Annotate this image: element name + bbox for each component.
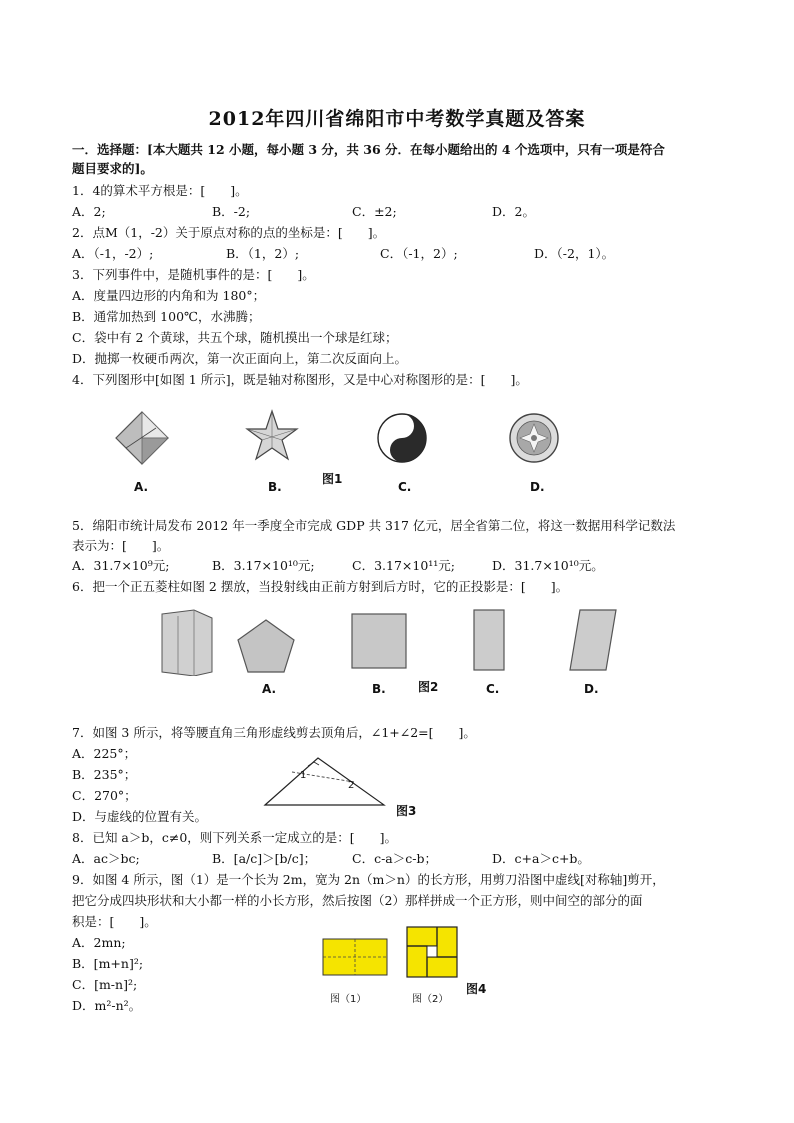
figure-2-option-b-square xyxy=(350,612,410,672)
q7-option-c: C．270°； xyxy=(72,788,137,803)
q3-option-b: B．通常加热到 100℃，水沸腾； xyxy=(72,309,261,324)
figure-2-caption: 图2 xyxy=(418,680,439,694)
section-header-cont: 题目要求的]。 xyxy=(72,161,153,176)
q7-option-a: A．225°； xyxy=(72,746,137,761)
q7-option-d: D．与虚线的位置有关。 xyxy=(72,809,208,824)
q4-stem: 4．下列图形中[如图 1 所示]，既是轴对称图形，又是中心对称图形的是：[ ]。 xyxy=(72,372,528,387)
q9-option-b: B．[m+n]²; xyxy=(72,956,144,971)
figure-3-angle-2-label: 2 xyxy=(348,780,355,791)
q5-option-d: D．31.7×10¹⁰元。 xyxy=(492,558,604,573)
figure-3-caption: 图3 xyxy=(396,804,417,818)
q9-stem-cont-2: 积是：[ ]。 xyxy=(72,914,157,929)
figure-1-caption: 图1 xyxy=(322,472,343,486)
figure-1-option-c-yinyang xyxy=(376,412,428,464)
figure-3-angle-1-label: 1 xyxy=(300,770,307,781)
q9-stem-cont-1: 把它分成四块形状和大小都一样的小长方形，然后按图（2）那样拼成一个正方形，则中间空的部分的面 xyxy=(72,893,643,908)
q1-option-a: A．2; xyxy=(72,204,106,219)
q2-stem: 2．点M（1，-2）关于原点对称的点的坐标是：[ ]。 xyxy=(72,225,386,240)
figure-1-label-d: D. xyxy=(530,480,545,494)
q5-option-a: A．31.7×10⁹元; xyxy=(72,558,170,573)
q8-option-c: C．c-a＞c-b； xyxy=(352,851,437,866)
q7-option-b: B．235°； xyxy=(72,767,137,782)
figure-1-label-c: C. xyxy=(398,480,412,494)
page-title: 2012年四川省绵阳市中考数学真题及答案 xyxy=(208,108,586,130)
q3-option-a: A．度量四边形的内角和为 180°； xyxy=(72,288,266,303)
q3-stem: 3．下列事件中，是随机事件的是：[ ]。 xyxy=(72,267,315,282)
q2-option-c: C．（-1，2）; xyxy=(380,246,458,261)
q1-option-b: B．-2; xyxy=(212,204,251,219)
section-header: 一．选择题：[本大题共 12 小题，每小题 3 分，共 36 分．在每小题给出的 4 个选项中，只有一项是符合 xyxy=(72,142,665,157)
q6-stem: 6．把一个正五菱柱如图 2 摆放，当投射线由正前方射到后方时，它的正投影是：[ ]。 xyxy=(72,579,569,594)
q1-option-d: D．2。 xyxy=(492,204,535,219)
figure-2-label-d: D. xyxy=(584,682,599,696)
q8-option-a: A．ac＞bc; xyxy=(72,851,140,866)
q8-option-b: B．[a/c]＞[b/c]； xyxy=(212,851,317,866)
figure-4-rectangle xyxy=(322,938,388,976)
figure-1-option-d-flower xyxy=(508,412,560,464)
q5-stem-cont: 表示为：[ ]。 xyxy=(72,538,170,553)
figure-4-square xyxy=(406,926,458,978)
q5-stem: 5．绵阳市统计局发布 2012 年一季度全市完成 GDP 共 317 亿元，居全省第二位，将这一数据用科学记数法 xyxy=(72,518,676,533)
q3-option-d: D．抛掷一枚硬币两次，第一次正面向上，第二次反面向上。 xyxy=(72,351,408,366)
figure-2-option-c-rect xyxy=(472,608,508,674)
figure-2-label-a: A. xyxy=(262,682,277,696)
figure-4-sub-caption-1: 图（1） xyxy=(330,994,367,1005)
q9-option-a: A．2mn; xyxy=(72,935,126,950)
q9-option-c: C．[m-n]²; xyxy=(72,977,138,992)
q1-stem: 1．4的算术平方根是：[ ]。 xyxy=(72,183,248,198)
q5-option-b: B．3.17×10¹⁰元; xyxy=(212,558,315,573)
figure-1-label-a: A. xyxy=(134,480,149,494)
figure-4-sub-caption-2: 图（2） xyxy=(412,994,449,1005)
figure-2-label-c: C. xyxy=(486,682,500,696)
figure-2-label-b: B. xyxy=(372,682,386,696)
q9-stem: 9．如图 4 所示，图（1）是一个长为 2m，宽为 2n（m＞n）的长方形，用剪刀沿图中虚线[对称轴]剪开， xyxy=(72,872,665,887)
q9-option-d: D．m²-n²。 xyxy=(72,998,142,1013)
figure-1-option-b-star xyxy=(244,408,300,464)
q5-option-c: C．3.17×10¹¹元; xyxy=(352,558,456,573)
q2-option-a: A．（-1，-2）; xyxy=(72,246,154,261)
q8-option-d: D．c+a＞c+b。 xyxy=(492,851,590,866)
figure-3-triangle xyxy=(262,752,388,808)
figure-2-prism-and-pentagon xyxy=(154,606,334,676)
q8-stem: 8．已知 a＞b，c≠0，则下列关系一定成立的是：[ ]。 xyxy=(72,830,398,845)
figure-2-option-d-parallelogram xyxy=(568,608,620,674)
q2-option-b: B．（1，2）; xyxy=(226,246,300,261)
figure-1-label-b: B. xyxy=(268,480,282,494)
q1-option-c: C．±2; xyxy=(352,204,397,219)
figure-4-caption: 图4 xyxy=(466,982,487,996)
q3-option-c: C．袋中有 2 个黄球，共五个球，随机摸出一个球是红球； xyxy=(72,330,398,345)
q7-stem: 7．如图 3 所示，将等腰直角三角形虚线剪去顶角后，∠1+∠2=[ ]。 xyxy=(72,725,476,740)
figure-1-option-a-shape xyxy=(112,408,172,468)
q2-option-d: D．（-2，1）。 xyxy=(534,246,615,261)
